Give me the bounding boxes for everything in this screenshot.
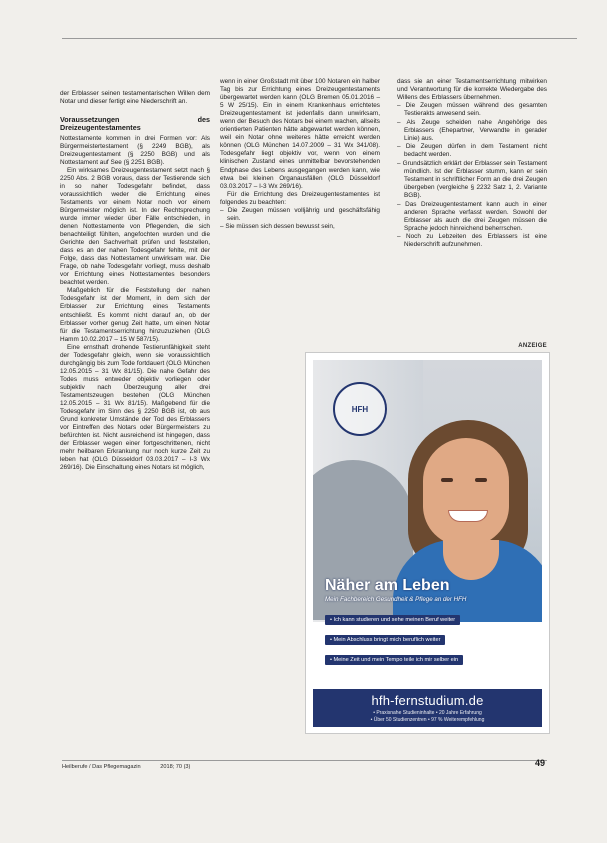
page-footer [62,760,547,770]
list-item: – Sie müssen sich dessen bewusst sein, [220,223,380,231]
list-item: – Die Zeugen dürfen in dem Testament nicht bedacht werden. [397,143,547,159]
requirements-list-cont [397,102,547,249]
ad-footer-line: • Über 50 Studienzentren • 97 % Weiterempfehlung [370,716,485,723]
page-number: 49 [534,758,545,768]
list-item: – Als Zeuge scheiden nahe Angehörige des Erblassers (Ehepartner, Verwandte in gerader Linie) aus. [397,119,547,143]
text-column-2 [220,78,380,232]
list-item: – Grundsätzlich erklärt der Erblasser sein Testament mündlich. Ist der Erblasser stumm, kann er sein Testament in schriftlicher Form an die drei Zeugen übergeben (vergleiche § 2232 Satz 1, 2. Variante BGB). [397,160,547,200]
ad-label: ANZEIGE [518,343,547,349]
col1-paragraph: Ein wirksames Dreizeugentestament setzt nach § 2250 Abs. 2 BGB voraus, dass der Testierende sich in so naher Todesgefahr befindet, dass voraussichtlich weder die Errichtung eines Testaments vor einem Notar noch vor einem Bürgermeister möglich ist. In der Rechtsprechung wurde immer wieder über Fälle entschieden, in denen Nottestamente von Pflegenden, die sich benachteiligt fühlten, angefochten wurden und die Gerichte den Sachverhalt prüfen und feststellen, dass es an der nahen Todesgefahr fehlte, mit der Folge, dass das Nottestament unwirksam war. Die Frage, ob nahe Todesgefahr vorliegt, muss deshalb vor Errichtung eines Nottestamentes besonders beachtet werden. [60,166,210,287]
col2-paragraph: wenn in einer Großstadt mit über 100 Notaren ein halber Tag bis zur Errichtung eines Dreizeugentestaments übergewartet werden kann (OLG Bremen 05.01.2016 – 5 W 25/15). Ein in einem Krankenhaus errichtetes Dreizeugentestament ist jedenfalls dann unwirksam, wenn der Besuch des Notars bei einem wachen, allseits orientierten Patienten hätte abgewartet werden können, weil ein Notar ohne weiteres hätte erreicht werden können (OLG München 14.07.2009 – 31 Wx 341/08). Todesgefahr liegt objektiv vor, wenn von einem klinischen Zustand eines unmittelbar bevorstehenden Endphase des Lebens ausgegangen werden kann, wie etwa bei kleinen Organausfällen (OLG Düsseldorf 03.03.2017 – I-3 Wx 269/16). [220,78,380,190]
list-item: – Die Zeugen müssen während des gesamten Testierakts anwesend sein. [397,102,547,118]
ad-footer-line: • Praxisnahe Studieninhalte • 20 Jahre Erfahrung [373,710,482,716]
university-seal-icon [333,382,387,436]
publication-name: Heilberufe / Das Pflegemagazin [62,764,141,770]
seal-text: HFH [351,404,369,414]
col1-paragraph: Eine ernsthaft drohende Testierunfähigkeit steht der Todesgefahr gleich, wenn sie voraussichtlich durchgängig bis zum Tode fortdauert (OLG München 12.05.2015 – 31 Wx 81/15). Die nahe Gefahr des Todes muss entweder objektiv vorliegen oder subjektiv nach Überzeugung aller drei Testamentszeugen bestehen (OLG München 12.05.2015 – 31 Wx 81/15). Maßgebend für die Todesgefahr im Sinn des § 2250 BGB ist, ob aus Grund konkreter Umstände der Tod des Erblassers vor Eintreffen des Notars oder Bürgermeisters zu befürchten ist. Nicht ausreichend ist hingegen, dass der Erblasser wegen einer fortgeschrittenen, nicht mehr heilbaren Erkrankung nur noch kurze Zeit zu leben hat (OLG Düsseldorf 03.03.2017 – I-3 Wx 269/16). Die Einschaltung eines Notars ist möglich, [60,343,210,472]
ad-benefit: • Ich kann studieren und sehe meinen Beruf weiter [325,615,460,625]
col3-intro: dass sie an einer Testamentserrichtung mitwirken und Verantwortung für die korrekte Wiedergabe des Willens des Erblassers übernehmen. [397,78,547,102]
list-item: – Noch zu Lebzeiten des Erblassers ist eine Niederschrift aufzunehmen. [397,233,547,249]
ad-benefit: • Mein Abschluss bringt mich beruflich weiter [325,635,445,645]
section-heading: Voraussetzungen des Dreizeugentestamentes [60,115,210,133]
col1-paragraph: Nottestamente kommen in drei Formen vor: Als Bürgermeistertestament (§ 2249 BGB), als Dreizeugentestament (§ 2250 BGB) und als Nottestament auf See (§ 2251 BGB). [60,134,210,166]
ad-copy [313,577,542,668]
advertisement[interactable] [305,352,550,734]
ad-url-link[interactable]: hfh-fernstudium.de [371,693,484,708]
list-item: – Das Dreizeugentestament kann auch in einer anderen Sprache verfasst werden. Sowohl der Erblasser als auch die drei Zeugen müssen die Sprache jedoch hinreichend beherrschen. [397,201,547,233]
ad-headline: Näher am Leben [325,577,450,594]
top-rule [62,38,577,39]
col1-intro: der Erblasser seinen testamentarischen Willen dem Notar und dieser fertigt eine Niederschrift an. [60,90,210,106]
ad-banner[interactable] [313,689,542,727]
text-column-1 [60,90,210,472]
col2-paragraph: Für die Errichtung des Dreizeugentestamentes ist folgendes zu beachten: [220,190,380,206]
ad-subline: Mein Fachbereich Gesundheit & Pflege an der HFH [325,596,467,603]
issue-date: 2018; 70 (3) [160,764,191,770]
ad-benefit: • Meine Zeit und mein Tempo teile ich mir selber ein [325,655,463,665]
text-column-3 [397,78,547,250]
requirements-list [220,207,380,232]
ad-benefits-list [325,608,542,668]
list-item: – Die Zeugen müssen volljährig und geschäftsfähig sein. [220,207,380,223]
col1-paragraph: Maßgeblich für die Feststellung der nahen Todesgefahr ist der Moment, in dem sich der Erblasser zur Errichtung eines Testaments entschließt. Es kommt nicht darauf an, ob der Erblasser vorher genug Zeit hatte, um einen Notar für die Testamentserrichtung hinzuzuziehen (OLG Hamm 10.02.2017 – 15 W 587/15). [60,287,210,343]
